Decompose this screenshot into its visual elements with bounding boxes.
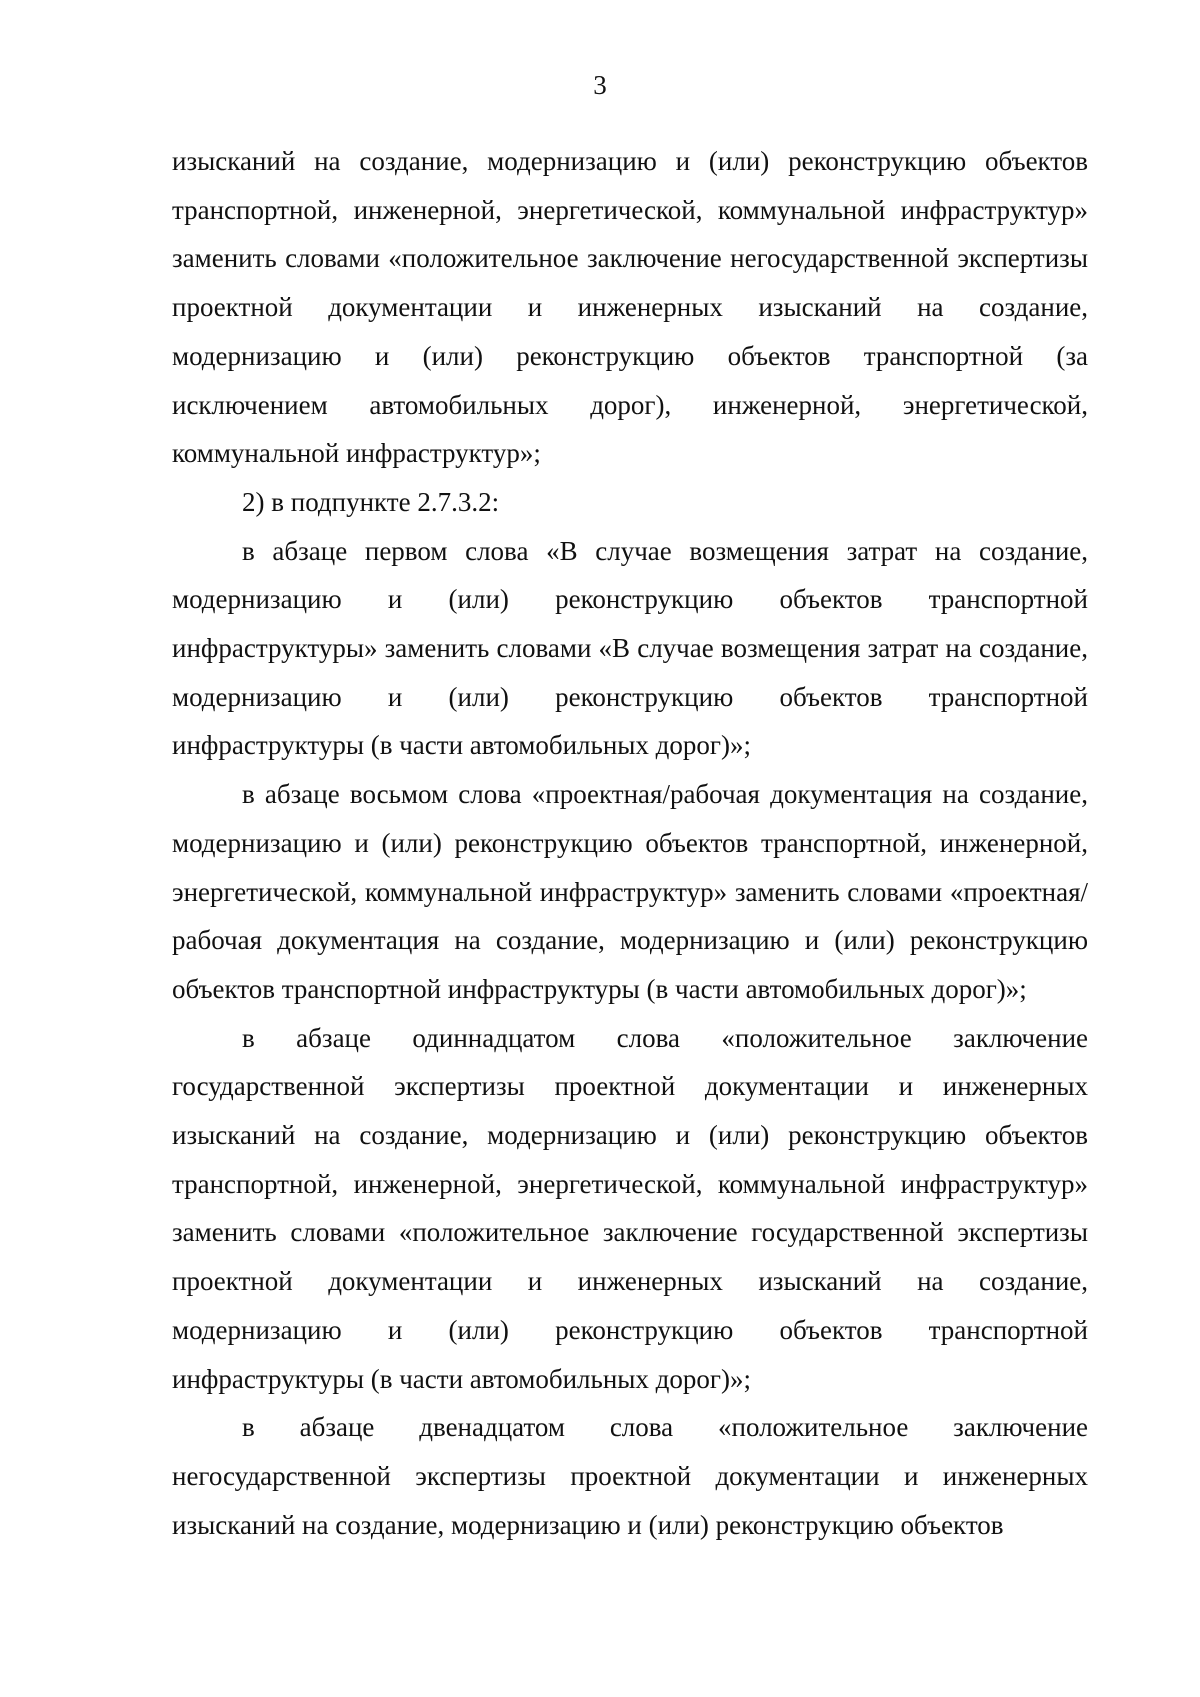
paragraph-subitem-2: 2) в подпункте 2.7.3.2: bbox=[242, 486, 500, 517]
paragraph-continuation: изысканий на создание, модернизацию и (или) реконструкцию объектов транспортной, инженерной, энергетической, коммунальной инфраструктур» заменить словами «положительное заключение негосударственной экспертизы проектной документации и инженерных изысканий на создание, модернизацию и (или) реконструкцию объектов транспортной (за исключением автомобильных дорог), инженерной, энергетической, коммунальной инфраструктур»; bbox=[172, 146, 1088, 469]
document-body bbox=[172, 137, 1088, 1549]
paragraph-eleventh-abzac: в абзаце одиннадцатом слова «положительное заключение государственной экспертизы проектной документации и инженерных изысканий на создание, модернизацию и (или) реконструкцию объектов транспортной, инженерной, энергетической, коммунальной инфраструктур» заменить словами «положительное заключение государственной экспертизы проектной документации и инженерных изысканий на создание, модернизацию и (или) реконструкцию объектов транспортной инфраструктуры (в части автомобильных дорог)»; bbox=[172, 1022, 1088, 1394]
page-number: 3 bbox=[593, 70, 607, 100]
paragraph-twelfth-abzac: в абзаце двенадцатом слова «положительное заключение негосударственной экспертизы проектной документации и инженерных изысканий на создание, модернизацию и (или) реконструкцию объектов bbox=[172, 1412, 1088, 1540]
paragraph-eighth-abzac: в абзаце восьмом слова «проектная/рабочая документация на создание, модернизацию и (или) реконструкцию объектов транспортной, инженерной, энергетической, коммунальной инфраструктур» заменить словами «проектная/рабочая документация на создание, модернизацию и (или) реконструкцию объектов транспортной инфраструктуры (в части автомобильных дорог)»; bbox=[172, 779, 1088, 1004]
paragraph-first-abzac: в абзаце первом слова «В случае возмещения затрат на создание, модернизацию и (или) реконструкцию объектов транспортной инфраструктуры» заменить словами «В случае возмещения затрат на создание, модернизацию и (или) реконструкцию объектов транспортной инфраструктуры (в части автомобильных дорог)»; bbox=[172, 535, 1088, 761]
